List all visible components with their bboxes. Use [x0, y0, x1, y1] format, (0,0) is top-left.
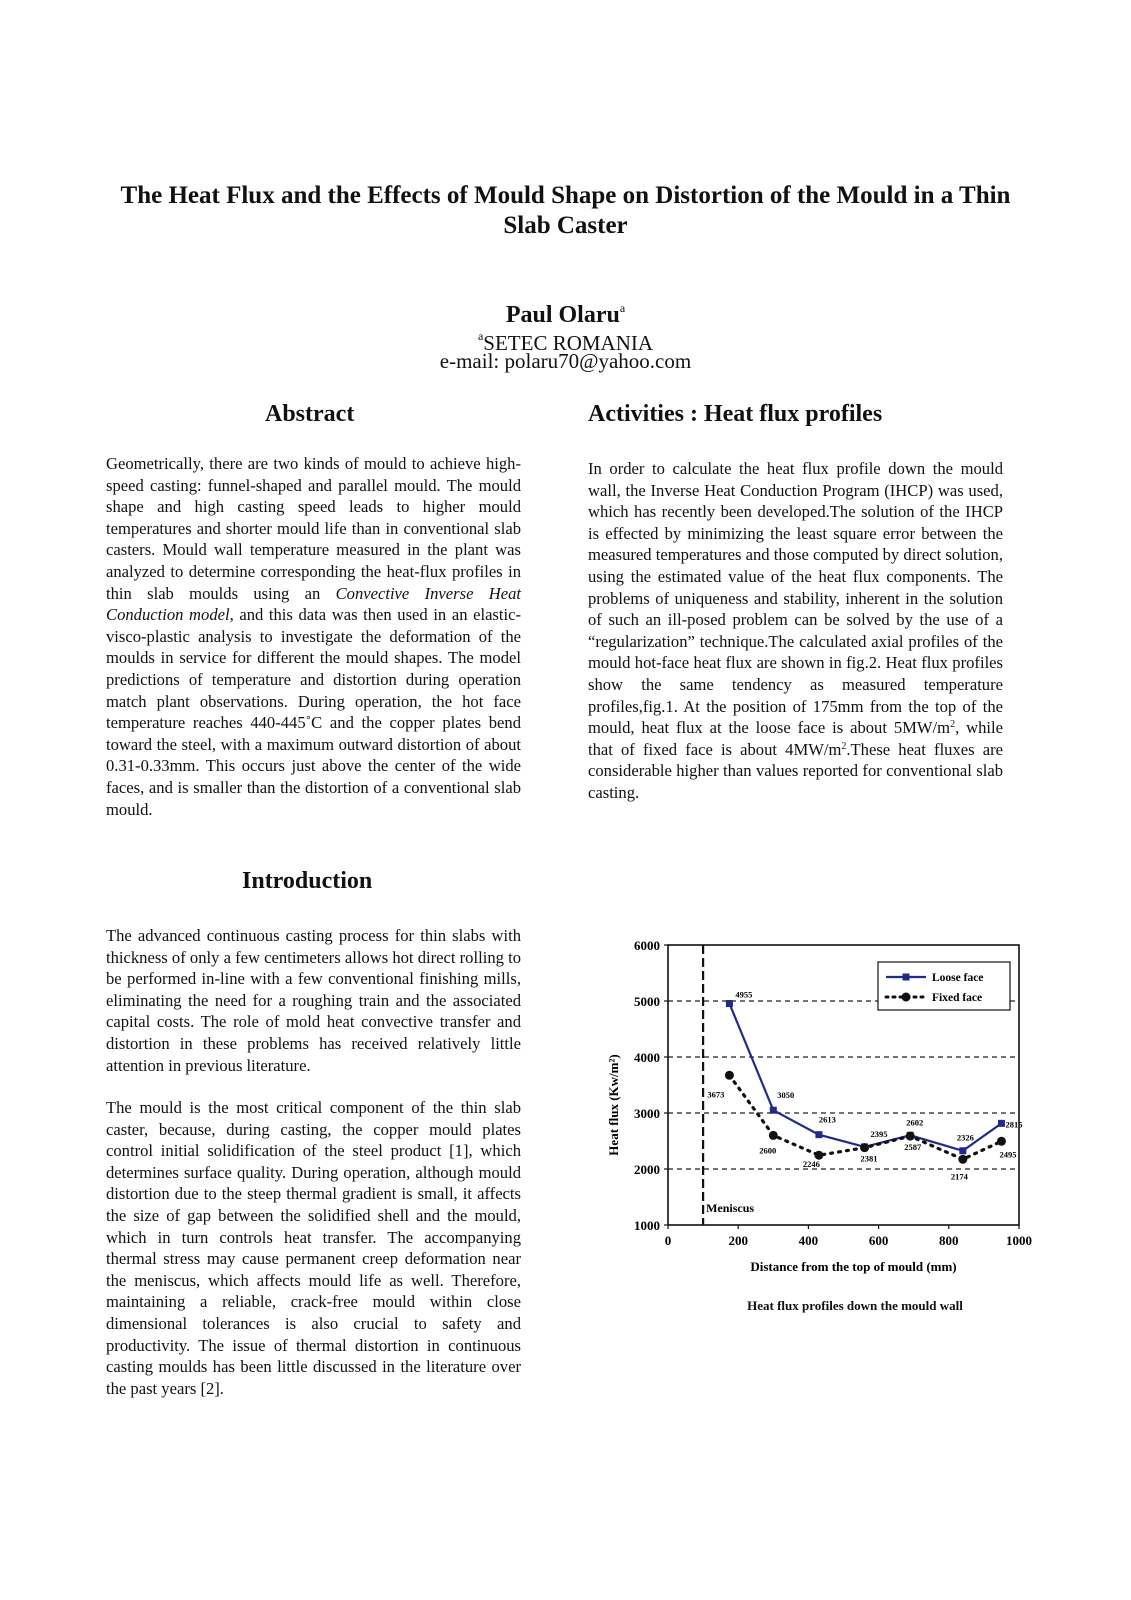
y-tick-label: 6000	[634, 938, 660, 953]
fixed-face-point	[906, 1132, 915, 1141]
activities-text	[588, 458, 1003, 804]
introduction-paragraph-2: The mould is the most critical component of the thin slab caster, because, during casting, the copper mould plates control initial solidification of the steel product [1], which determines surface quality. During operation, although mould distortion due to the steep thermal gradient is small, it affects the size of gap between the solidified shell and the mould, which in turn controls heat transfer. The accompanying thermal stress may cause permanent creep deformation near the meniscus, which affects mould life as well. Therefore, maintaining a reliable, crack-free mould within close dimensional tolerances is also crucial to safety and productivity. The issue of thermal distortion in continuous casting moulds has been little discussed in the literature over the past years [2].	[106, 1098, 521, 1398]
chart-caption: Heat flux profiles down the mould wall	[747, 1298, 963, 1313]
loose-face-data-label: 2815	[1005, 1119, 1023, 1130]
fixed-face-point	[769, 1131, 778, 1140]
fixed-face-point	[725, 1071, 734, 1080]
y-tick-label: 5000	[634, 994, 660, 1009]
legend-loose-label: Loose face	[932, 972, 984, 984]
activities-text-a: In order to calculate the heat flux profile down the mould wall, the Inverse Heat Conduction Program (IHCP) was used, which has recently been developed.The solution of the IHCP is effected by minimizing the least square error between the measured temperatures and those computed by direct solution, using the estimated value of the heat flux components. The problems of uniqueness and stability, inherent in the solution of such an ill-posed problem can be solved by the use of a “regularization” technique.The calculated axial profiles of the mould hot-face heat flux are shown in fig.2. Heat flux profiles show the same tendency as measured temperature profiles,fig.1. At the position of 175mm from the top of the mould, heat flux at the loose face is about 5MW/m	[588, 459, 1003, 738]
loose-face-point	[770, 1107, 777, 1114]
x-tick-label: 0	[664, 1233, 672, 1248]
loose-face-data-label: 2395	[870, 1128, 888, 1139]
abstract-text-em: Convective Inverse Heat Conduction model	[106, 583, 521, 625]
meniscus-label: Meniscus	[706, 1201, 755, 1215]
loose-face-data-label: 4955	[735, 989, 753, 1000]
loose-face-data-label: 3050	[777, 1090, 795, 1101]
activities-text-c: .These heat fluxes are considerable higher than values reported for conventional slab casting.	[588, 739, 1003, 802]
fixed-face-point	[997, 1137, 1006, 1146]
y-tick-label: 1000	[634, 1218, 660, 1233]
y-tick-label: 3000	[634, 1106, 660, 1121]
author-sup: a	[619, 301, 626, 315]
fixed-face-data-label: 2174	[950, 1171, 968, 1182]
loose-face-line	[729, 1004, 1001, 1151]
affiliation-sup: a	[477, 329, 484, 343]
fixed-face-point	[860, 1143, 869, 1152]
abstract-text-b: , and this data was then used in an elastic-visco-plastic analysis to investigate the deformation of the moulds in service for different the mould shapes. The model predictions of temperature and distortion during operation match plant observations. During operation, the hot face temperature reaches 440-445˚C and the copper plates bend toward the steel, with a maximum outward distortion of about 0.31-0.33mm. This occurs just above the center of the wide faces, and is smaller than the distortion of a conventional slab mould.	[106, 605, 521, 819]
introduction-paragraph-1: The advanced continuous casting process for thin slabs with thickness of only a few centimeters allows hot direct rolling to be performed in-line with a few conventional finishing mills, eliminating the need for a roughing train and the associated capital costs. The role of mold heat convective transfer and distortion in these problems has received relatively little attention in previous literature.	[106, 926, 521, 1075]
affiliation-text: SETEC ROMANIA	[483, 331, 654, 355]
y-axis-label: Heat flux (Kw/m²)	[606, 1054, 621, 1156]
x-tick-label: 400	[798, 1233, 819, 1248]
fixed-face-point	[958, 1155, 967, 1164]
loose-face-data-label: 2613	[818, 1114, 836, 1125]
x-tick-label: 800	[939, 1233, 959, 1248]
author-name-text: Paul Olaru	[505, 302, 620, 328]
fixed-face-data-label: 2587	[904, 1142, 922, 1153]
loose-face-data-label: 2326	[956, 1132, 974, 1143]
legend-fixed-marker	[902, 993, 911, 1002]
author-email: e-mail: polaru70@yahoo.com	[439, 349, 692, 373]
introduction-heading: Introduction	[242, 868, 373, 894]
activities-sup-1: 2	[950, 719, 956, 731]
loose-face-data-label: 2602	[906, 1117, 924, 1128]
activities-sup-2: 2	[841, 740, 847, 752]
loose-face-point	[815, 1131, 822, 1138]
loose-face-point	[726, 1000, 733, 1007]
heat-flux-chart	[598, 932, 1038, 1292]
paper-title: The Heat Flux and the Effects of Mould Shape on Distortion of the Mould in a Thin Slab Caster	[120, 182, 1011, 239]
fixed-face-data-label: 2600	[759, 1145, 777, 1156]
activities-heading: Activities : Heat flux profiles	[588, 401, 883, 427]
fixed-face-data-label: 2381	[860, 1153, 878, 1164]
y-tick-label: 2000	[634, 1162, 660, 1177]
abstract-text-a: Geometrically, there are two kinds of mould to achieve high-speed casting: funnel-shaped and parallel mould. The mould shape and high casting speed leads to higher mould temperatures and shorter mould life than in conventional slab casters. Mould wall temperature measured in the plant was analyzed to determine corresponding the heat-flux profiles in thin slab moulds using an	[106, 454, 521, 603]
x-axis-label: Distance from the top of mould (mm)	[750, 1259, 957, 1274]
fixed-face-data-label: 2246	[802, 1159, 820, 1170]
x-tick-label: 600	[868, 1233, 889, 1248]
y-tick-label: 4000	[634, 1050, 660, 1065]
loose-face-point	[998, 1120, 1005, 1127]
fixed-face-data-label: 3673	[707, 1089, 725, 1100]
x-tick-label: 200	[728, 1233, 748, 1248]
x-tick-label: 1000	[1006, 1233, 1032, 1248]
fixed-face-data-label: 2495	[999, 1149, 1017, 1160]
abstract-text	[106, 453, 521, 820]
activities-text-b: , while that of fixed face is about 4MW/m	[588, 718, 1003, 759]
loose-face-point	[959, 1147, 966, 1154]
legend-fixed-label: Fixed face	[932, 992, 983, 1004]
legend-loose-marker	[903, 974, 910, 981]
abstract-heading: Abstract	[265, 401, 355, 427]
